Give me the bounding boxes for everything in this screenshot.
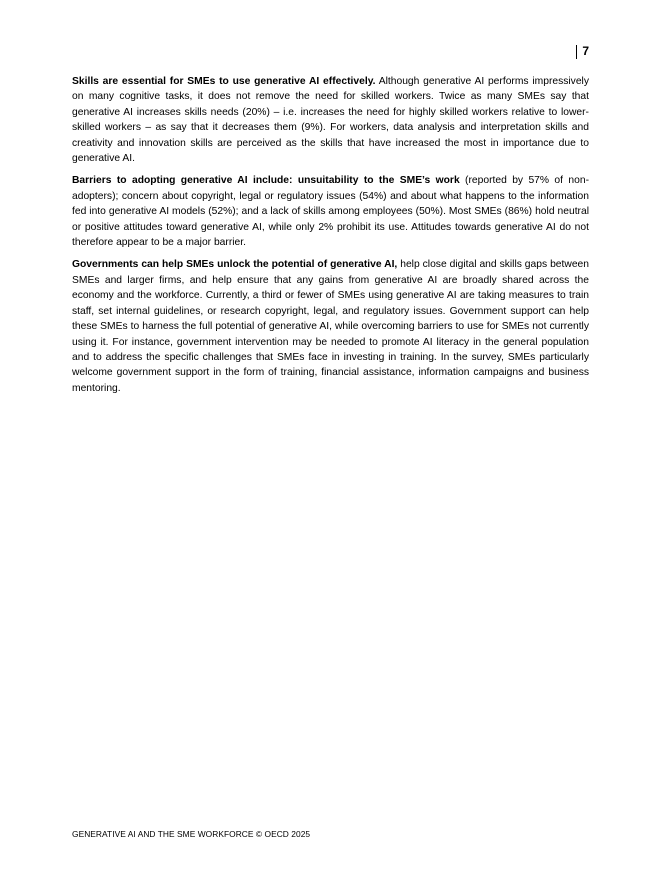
paragraph-lead: Barriers to adopting generative AI include: unsuitability to the SME’s work <box>72 175 460 187</box>
main-content <box>72 74 589 403</box>
page-number: 7 <box>582 44 589 58</box>
paragraph-lead: Skills are essential for SMEs to use generative AI effectively. <box>72 76 376 87</box>
paragraph-body: (reported by 57% of non-adopters); concern about copyright, legal or regulatory issues (54%) and about what happens to the information fed into generative AI models (52%); and a lack of skills among employees (50%). Most SMEs (86%) hold neutral or positive attitudes toward generative AI, while only 2% prohibit its use. Attitudes towards generative AI do not therefore appear to be a major barrier. <box>72 175 589 249</box>
paragraph-skills <box>72 74 589 166</box>
paragraph-governments <box>72 257 589 396</box>
page-footer: GENERATIVE AI AND THE SME WORKFORCE © OECD 2025 <box>72 829 311 839</box>
paragraph-lead: Governments can help SMEs unlock the potential of generative AI, <box>72 259 398 271</box>
paragraph-body: Although generative AI performs impressively on many cognitive tasks, it does not remove the need for skilled workers. Twice as many SMEs say that generative AI increases skills needs (20%) – i.e. increases the need for highly skilled workers relative to lower-skilled workers – as say that it decreases them (9%). For workers, data analysis and interpretation skills and creativity and innovation skills are perceived as the skills that have increased the most in importance due to generative AI. <box>72 76 589 165</box>
page-number-divider <box>576 45 577 59</box>
page-number-block <box>576 43 589 59</box>
paragraph-body: help close digital and skills gaps between SMEs and larger firms, and help ensure that any gains from generative AI are broadly shared across the economy and the workforce. Currently, a third or fewer of SMEs using generative AI are taking measures to train staff, set internal guidelines, or research copyright, legal, and regulatory issues. Government support can help these SMEs to harness the full potential of generative AI, while overcoming barriers to use for SMEs not currently using it. For instance, government intervention may be needed to promote AI literacy in the general population and to address the specific challenges that SMEs face in investing in training. In the survey, SMEs particularly welcome government support in the form of training, financial assistance, information campaigns and business mentoring. <box>72 259 590 394</box>
paragraph-barriers <box>72 173 589 250</box>
